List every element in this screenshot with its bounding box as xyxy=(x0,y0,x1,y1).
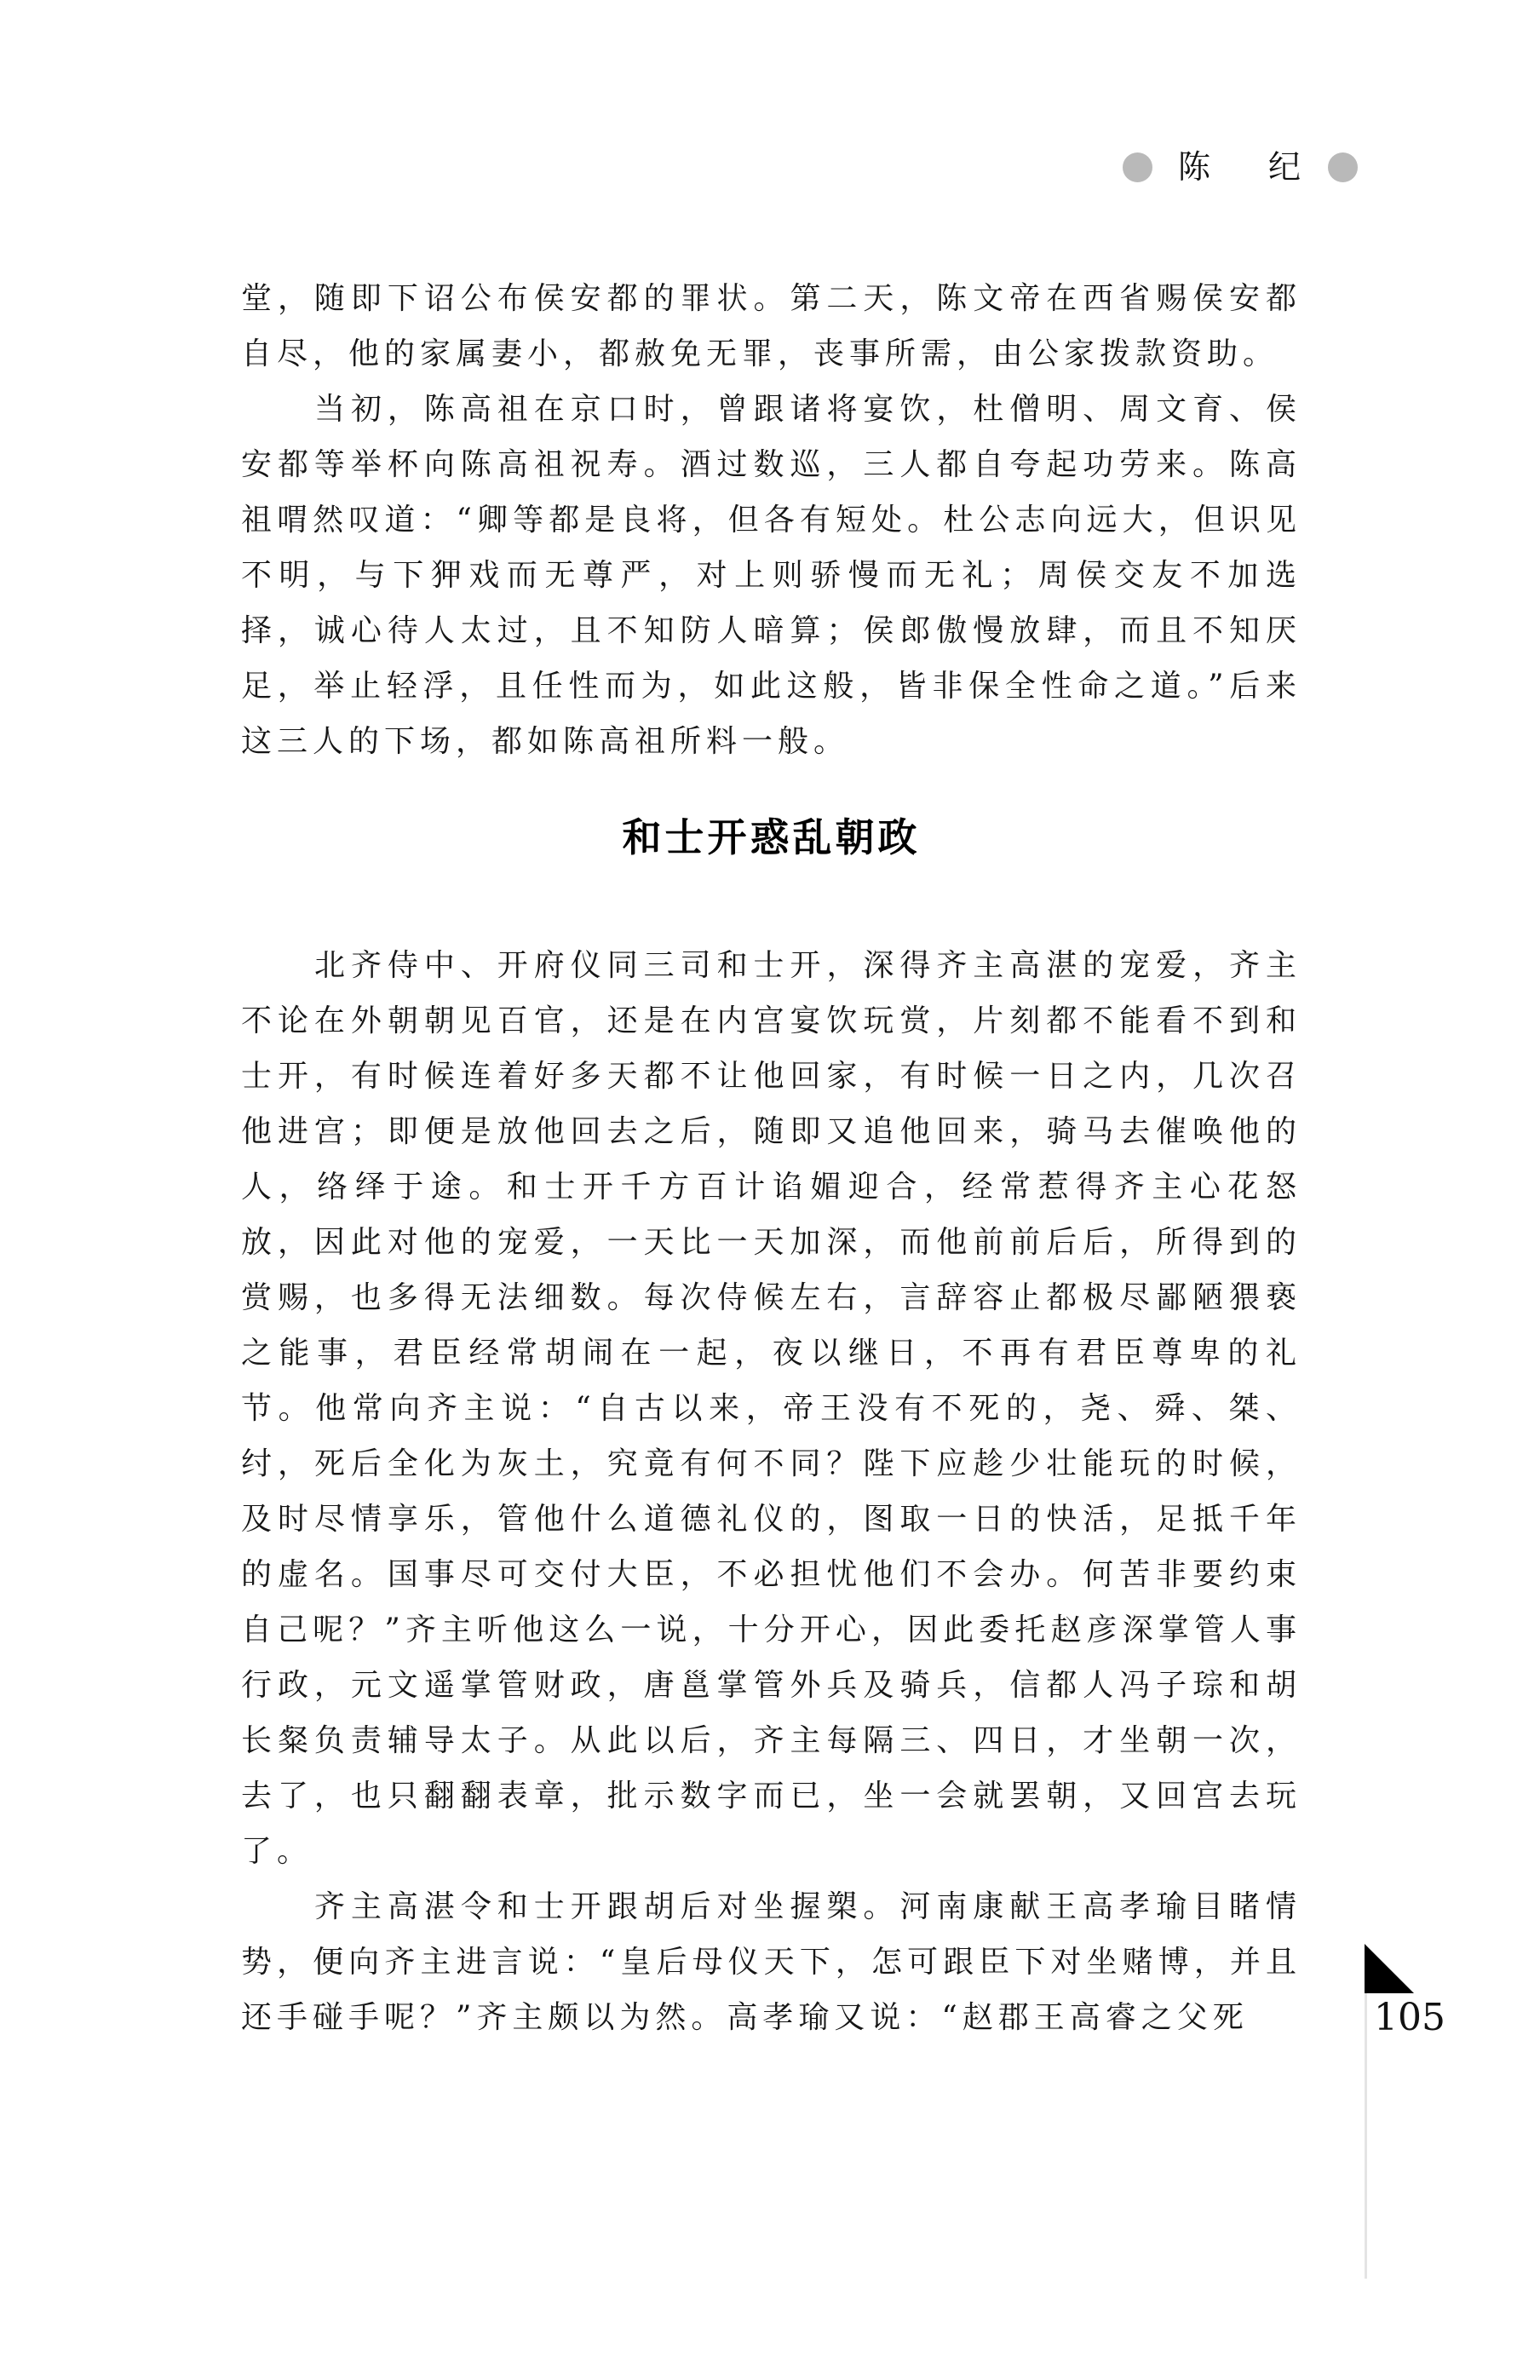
header-dot-icon xyxy=(1328,152,1358,182)
header-title-char-2: 纪 xyxy=(1268,148,1302,186)
paragraph: 当初，陈高祖在京口时，曾跟诸将宴饮，杜僧明、周文育、侯安都等举杯向陈高祖祝寿。酒过数巡，三人都自夸起功劳来。陈高祖喟然叹道：“卿等都是良将，但各有短处。杜公志向远大，但识见不明，与下狎戏而无尊严，对上则骄慢而无礼；周侯交友不加选择，诚心待人太过，且不知防人暗算；侯郎傲慢放肆，而且不知厌足，举止轻浮，且任性而为，如此这般，皆非保全性命之道。”后来这三人的下场，都如陈高祖所料一般。 xyxy=(241,392,1302,759)
paragraph: 北齐侍中、开府仪同三司和士开，深得齐主高湛的宠爱，齐主不论在外朝朝见百官，还是在内宫宴饮玩赏，片刻都不能看不到和士开，有时候连着好多天都不让他回家，有时候一日之内，几次召他进宫；即便是放他回去之后，随即又追他回来，骑马去催唤他的人，络绎于途。和士开千方百计谄媚迎合，经常惹得齐主心花怒放，因此对他的宠爱，一天比一天加深，而他前前后后，所得到的赏赐，也多得无法细数。每次侍候左右，言辞容止都极尽鄙陋猥亵之能事，君臣经常胡闹在一起，夜以继日，不再有君臣尊卑的礼节。他常向齐主说：“自古以来，帝王没有不死的，尧、舜、桀、纣，死后全化为灰土，究竟有何不同？陛下应趁少壮能玩的时候，及时尽情享乐，管他什么道德礼仪的，图取一日的快活，足抵千年的虚名。国事尽可交付大臣，不必担忧他们不会办。何苦非要约束自己呢？”齐主听他这么一说，十分开心，因此委托赵彦深掌管人事行政，元文遥掌管财政，唐邕掌管外兵及骑兵，信都人冯子琮和胡长粲负责辅导太子。从此以后，齐主每隔三、四日，才坐朝一次，去了，也只翻翻表章，批示数字而已，坐一会就罢朝，又回宫去玩了。 xyxy=(241,948,1302,1869)
text-column xyxy=(241,271,1302,2045)
running-header xyxy=(1123,150,1358,184)
page-number: 105 xyxy=(1374,1996,1445,2039)
paragraph-continuation: 堂，随即下诏公布侯安都的罪状。第二天，陈文帝在西省赐侯安都自尽，他的家属妻小，都赦免无罪，丧事所需，由公家拨款资助。 xyxy=(241,281,1302,371)
margin-rule xyxy=(1365,1993,1367,2279)
header-dot-icon xyxy=(1123,152,1152,182)
section-heading: 和士开惑乱朝政 xyxy=(622,814,921,860)
corner-triangle-marker xyxy=(1365,1944,1414,1993)
paragraph: 齐主高湛令和士开跟胡后对坐握槊。河南康献王高孝瑜目睹情势，便向齐主进言说：“皇后母仪天下，怎可跟臣下对坐赌博，并且还手碰手呢？”齐主颇以为然。高孝瑜又说：“赵郡王高睿之父死 xyxy=(241,1889,1302,2035)
header-title-char-1: 陈 xyxy=(1178,148,1211,186)
